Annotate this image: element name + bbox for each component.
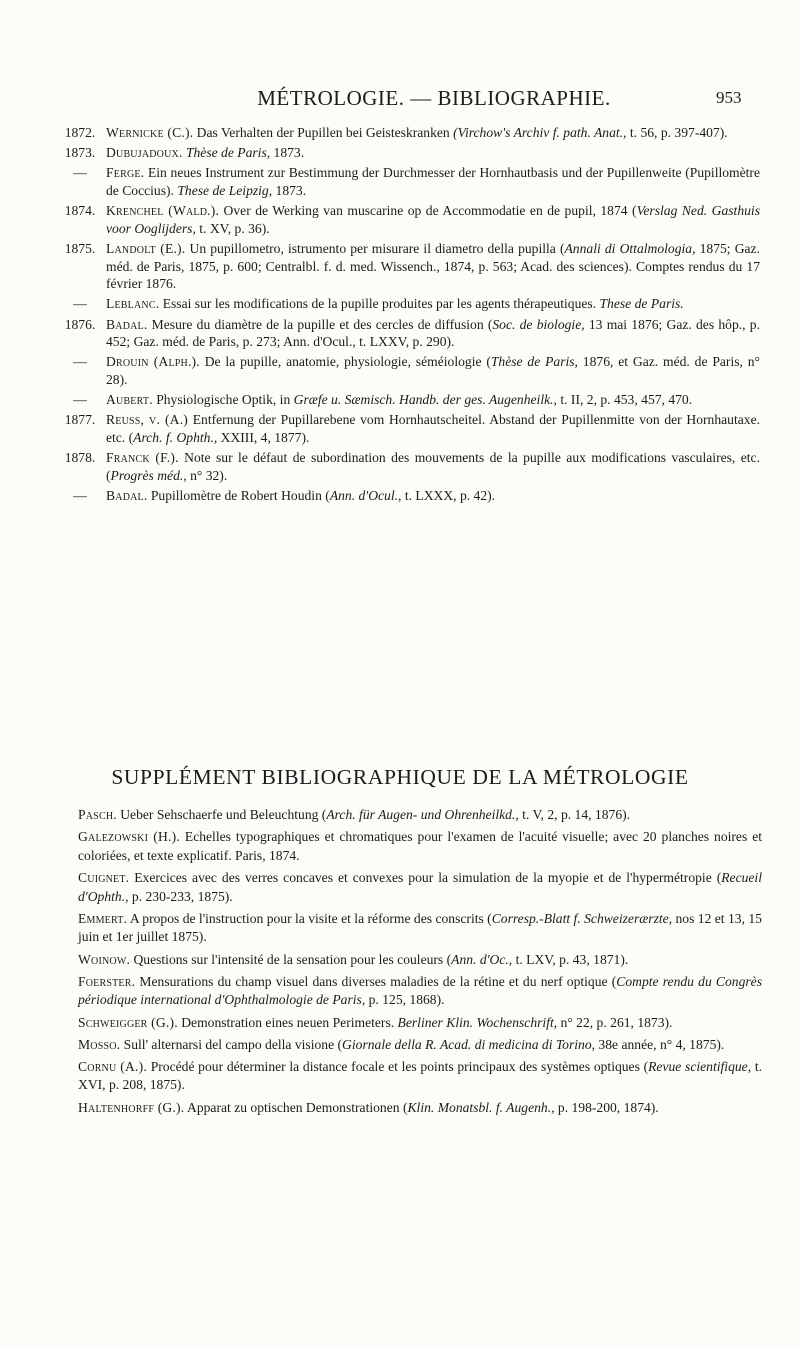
entry-details: XXIII, 4, 1877). bbox=[217, 429, 310, 445]
entry-source: Ann. d'Ocul., bbox=[329, 487, 402, 503]
entry-details: t. V, 2, p. 14, 1876). bbox=[518, 807, 631, 822]
supplement-entry bbox=[78, 1058, 762, 1095]
entry-source: Klin. Monatsbl. f. Augenh., bbox=[407, 1099, 555, 1115]
entry-text: Demonstration eines neuen Perimeters. bbox=[177, 1014, 398, 1030]
entry-author: Foerster. bbox=[78, 973, 136, 989]
entry-text: Ein neues Instrument zur Bestimmung der Durchmesser der Hornhautbasis und der Pupillenweite (Pupillomètre de Coccius). bbox=[106, 165, 760, 198]
entry-source: These de Paris. bbox=[599, 296, 684, 312]
supplement-entry bbox=[78, 869, 762, 906]
entry-author: Wernicke (C.). bbox=[106, 125, 194, 140]
entry-details: n° 22, p. 261, 1873). bbox=[557, 1014, 673, 1030]
running-head: MÉTROLOGIE. — BIBLIOGRAPHIE. bbox=[257, 86, 611, 110]
entry-author: Cornu (A.). bbox=[78, 1058, 147, 1074]
entry-text: Essai sur les modifications de la pupille produites par les agents thérapeutiques. bbox=[159, 296, 600, 312]
entry-source: Giornale della R. Acad. di medicina di Torino, bbox=[342, 1036, 596, 1052]
entry-year: — bbox=[73, 296, 87, 312]
supplement-entry bbox=[78, 1014, 762, 1033]
entry-source: Arch. für Augen- und Ohrenheilkd., bbox=[326, 807, 519, 822]
bibliography-entry bbox=[60, 487, 760, 505]
entry-details: t. 56, p. 397-407). bbox=[626, 125, 728, 140]
bibliography-entry bbox=[60, 449, 760, 484]
bibliography-entry bbox=[60, 353, 760, 388]
entry-author: Aubert. bbox=[106, 392, 153, 408]
entry-source: Soc. de biologie, bbox=[492, 316, 585, 332]
entry-author: Pasch. bbox=[78, 807, 117, 822]
entry-details: 1873. bbox=[272, 182, 307, 198]
entry-year: — bbox=[73, 392, 87, 408]
entry-source: Thèse de Paris, bbox=[490, 354, 578, 370]
entry-source: These de Leipzig, bbox=[177, 182, 273, 198]
entry-author: Reuss, v. (A.) bbox=[106, 412, 189, 428]
entry-source: Annali di Ottalmologia, bbox=[564, 240, 696, 256]
entry-year: 1875. bbox=[64, 240, 96, 256]
entry-text: Apparat zu optischen Demonstrationen ( bbox=[184, 1099, 408, 1115]
entry-source: Recueil d'Ophth., bbox=[78, 869, 762, 904]
bibliography-entry bbox=[60, 240, 760, 293]
entry-details: 13 mai 1876; Gaz. des hôp., p. 452; Gaz. méd. de Paris, p. 273; Ann. d'Ocul., t. LXXV, p. 290). bbox=[106, 316, 760, 350]
entry-text: Over de Werking van muscarine op de Accommodatie en de pupil, 1874 ( bbox=[219, 203, 637, 219]
entry-source: Compte rendu du Congrès périodique international d'Ophthalmologie de Paris, bbox=[78, 973, 763, 1008]
entry-details: t. II, 2, p. 453, 457, 470. bbox=[556, 392, 693, 408]
entry-text: A propos de l'instruction pour la visite et la réforme des conscrits ( bbox=[127, 910, 492, 926]
entry-year: 1878. bbox=[64, 450, 96, 466]
bibliography-entry bbox=[60, 316, 760, 351]
supplement-entry bbox=[78, 806, 762, 825]
entry-details: t. LXXX, p. 42). bbox=[401, 487, 496, 503]
entry-text: Das Verhalten der Pupillen bei Geisteskranken bbox=[193, 125, 454, 140]
entry-author: Mosso. bbox=[78, 1036, 121, 1052]
entry-author: Franck (F.). bbox=[106, 450, 179, 466]
entry-source: (Virchow's Archiv f. path. Anat., bbox=[453, 125, 627, 140]
entry-text: De la pupille, anatomie, physiologie, séméiologie ( bbox=[199, 354, 491, 370]
entry-details: 1875; Gaz. méd. de Paris, 1875, p. 600; Centralbl. f. d. med. Wissench., 1874, p. 563; Acad. des sciences). Comptes rendus du 17 février 1876. bbox=[106, 240, 760, 292]
supplement-entry bbox=[78, 1036, 762, 1055]
entry-author: Badal. bbox=[106, 487, 148, 503]
entry-year: 1877. bbox=[64, 412, 96, 428]
supplement-entry bbox=[78, 951, 762, 970]
entry-author: Badal. bbox=[106, 316, 148, 332]
entry-source: Progrès méd., bbox=[110, 467, 187, 483]
entry-text: Procédé pour déterminer la distance focale et les points principaux des systèmes optiques ( bbox=[146, 1058, 649, 1074]
entry-year: 1873. bbox=[64, 145, 96, 161]
supplement-entry bbox=[78, 973, 762, 1010]
entry-author: Drouin (Alph.). bbox=[106, 354, 200, 370]
entry-details: t. LXV, p. 43, 1871). bbox=[512, 951, 629, 967]
entry-details: t. XVI, p. 208, 1875). bbox=[78, 1058, 762, 1093]
entry-author: Ferge. bbox=[106, 165, 145, 181]
entry-source: Berliner Klin. Wochenschrift, bbox=[397, 1014, 558, 1030]
entry-text: Questions sur l'intensité de la sensation pour les couleurs ( bbox=[130, 951, 452, 967]
entry-text: Pupillomètre de Robert Houdin ( bbox=[147, 487, 330, 503]
entry-text: Note sur le défaut de subordination des mouvements de la pupille aux modifications vasculaires, etc. ( bbox=[106, 450, 760, 483]
entry-details: p. 198-200, 1874). bbox=[554, 1099, 659, 1115]
entry-source: Verslag Ned. Gasthuis voor Ooglijders, bbox=[106, 203, 760, 236]
entry-year: — bbox=[73, 354, 87, 370]
entry-author: Leblanc. bbox=[106, 296, 160, 312]
entry-year: 1874. bbox=[64, 203, 96, 219]
entry-details: n° 32). bbox=[186, 467, 228, 483]
entry-source: Thèse de Paris, bbox=[185, 145, 271, 161]
entry-source: Arch. f. Ophth., bbox=[133, 429, 218, 445]
entry-author: Krenchel (Wald.). bbox=[106, 203, 220, 219]
bibliography-entry bbox=[60, 295, 760, 313]
entry-author: Emmert. bbox=[78, 910, 128, 926]
bibliography-list bbox=[60, 124, 760, 507]
supplement-entry bbox=[78, 910, 762, 947]
supplement-entry bbox=[78, 1099, 762, 1118]
entry-year: — bbox=[73, 165, 87, 181]
entry-details: 1873. bbox=[270, 145, 305, 161]
entry-details: nos 12 et 13, 15 juin et 1er juillet 1875). bbox=[78, 910, 762, 945]
supplement-title: SUPPLÉMENT BIBLIOGRAPHIQUE DE LA MÉTROLOGIE bbox=[111, 765, 689, 789]
entry-details: 38e année, n° 4, 1875). bbox=[595, 1036, 725, 1052]
entry-source: Corresp.-Blatt f. Schweizerærzte, bbox=[491, 910, 673, 926]
entry-year: 1872. bbox=[64, 125, 96, 140]
entry-text: Mensurations du champ visuel dans diverses maladies de la rétine et du nerf optique ( bbox=[135, 973, 617, 989]
bibliography-entry bbox=[60, 411, 760, 446]
entry-author: Landolt (E.). bbox=[106, 240, 186, 256]
entry-source: Græfe u. Sæmisch. Handb. der ges. Augenheilk., bbox=[293, 392, 557, 408]
entry-details: p. 230-233, 1875). bbox=[128, 888, 233, 904]
entry-author: Cuignet. bbox=[78, 869, 130, 885]
entry-text: Echelles typographiques et chromatiques pour l'examen de l'acuité visuelle; avec 20 planches noires et coloriées, et texte explicatif. Paris, 1874. bbox=[78, 829, 762, 863]
entry-details: p. 125, 1868). bbox=[365, 992, 445, 1008]
entry-author: Galezowski (H.). bbox=[78, 829, 180, 845]
entry-author: Haltenhorff (G.). bbox=[78, 1099, 185, 1115]
entry-source: Revue scientifique, bbox=[648, 1058, 752, 1074]
entry-text: Exercices avec des verres concaves et convexes pour la simulation de la myopie et de l'hypermétropie ( bbox=[129, 869, 722, 885]
entry-text: Sull' alternarsi del campo della visione ( bbox=[120, 1036, 343, 1052]
entry-text: Entfernung der Pupillarebene vom Hornhautscheitel. Abstand der Pupillenmitte von der Hornhautaxe. etc. ( bbox=[106, 412, 761, 445]
bibliography-entry bbox=[60, 391, 760, 409]
bibliography-entry bbox=[60, 202, 760, 237]
entry-author: Woinow. bbox=[78, 951, 131, 967]
entry-author: Schweigger (G.). bbox=[78, 1014, 178, 1030]
entry-text: Mesure du diamètre de la pupille et des cercles de diffusion ( bbox=[147, 316, 493, 332]
supplement-entry bbox=[78, 828, 762, 865]
entry-text: Un pupillometro, istrumento per misurare il diametro della pupilla ( bbox=[185, 240, 565, 256]
entry-author: Dubujadoux. bbox=[106, 145, 183, 161]
bibliography-entry bbox=[60, 164, 760, 199]
bibliography-entry bbox=[60, 124, 760, 142]
entry-year: 1876. bbox=[64, 316, 96, 332]
entry-text: Ueber Sehschaerfe und Beleuchtung ( bbox=[116, 807, 327, 822]
entry-source: Ann. d'Oc., bbox=[451, 951, 513, 967]
entry-details: 1876, et Gaz. méd. de Paris, n° 28). bbox=[106, 354, 760, 387]
bibliography-entry bbox=[60, 144, 760, 162]
entry-text: Physiologische Optik, in bbox=[152, 392, 294, 408]
entry-details: t. XV, p. 36). bbox=[195, 220, 270, 236]
page-number: 953 bbox=[716, 88, 742, 107]
supplement-list bbox=[78, 806, 762, 1121]
entry-year: — bbox=[73, 487, 87, 503]
